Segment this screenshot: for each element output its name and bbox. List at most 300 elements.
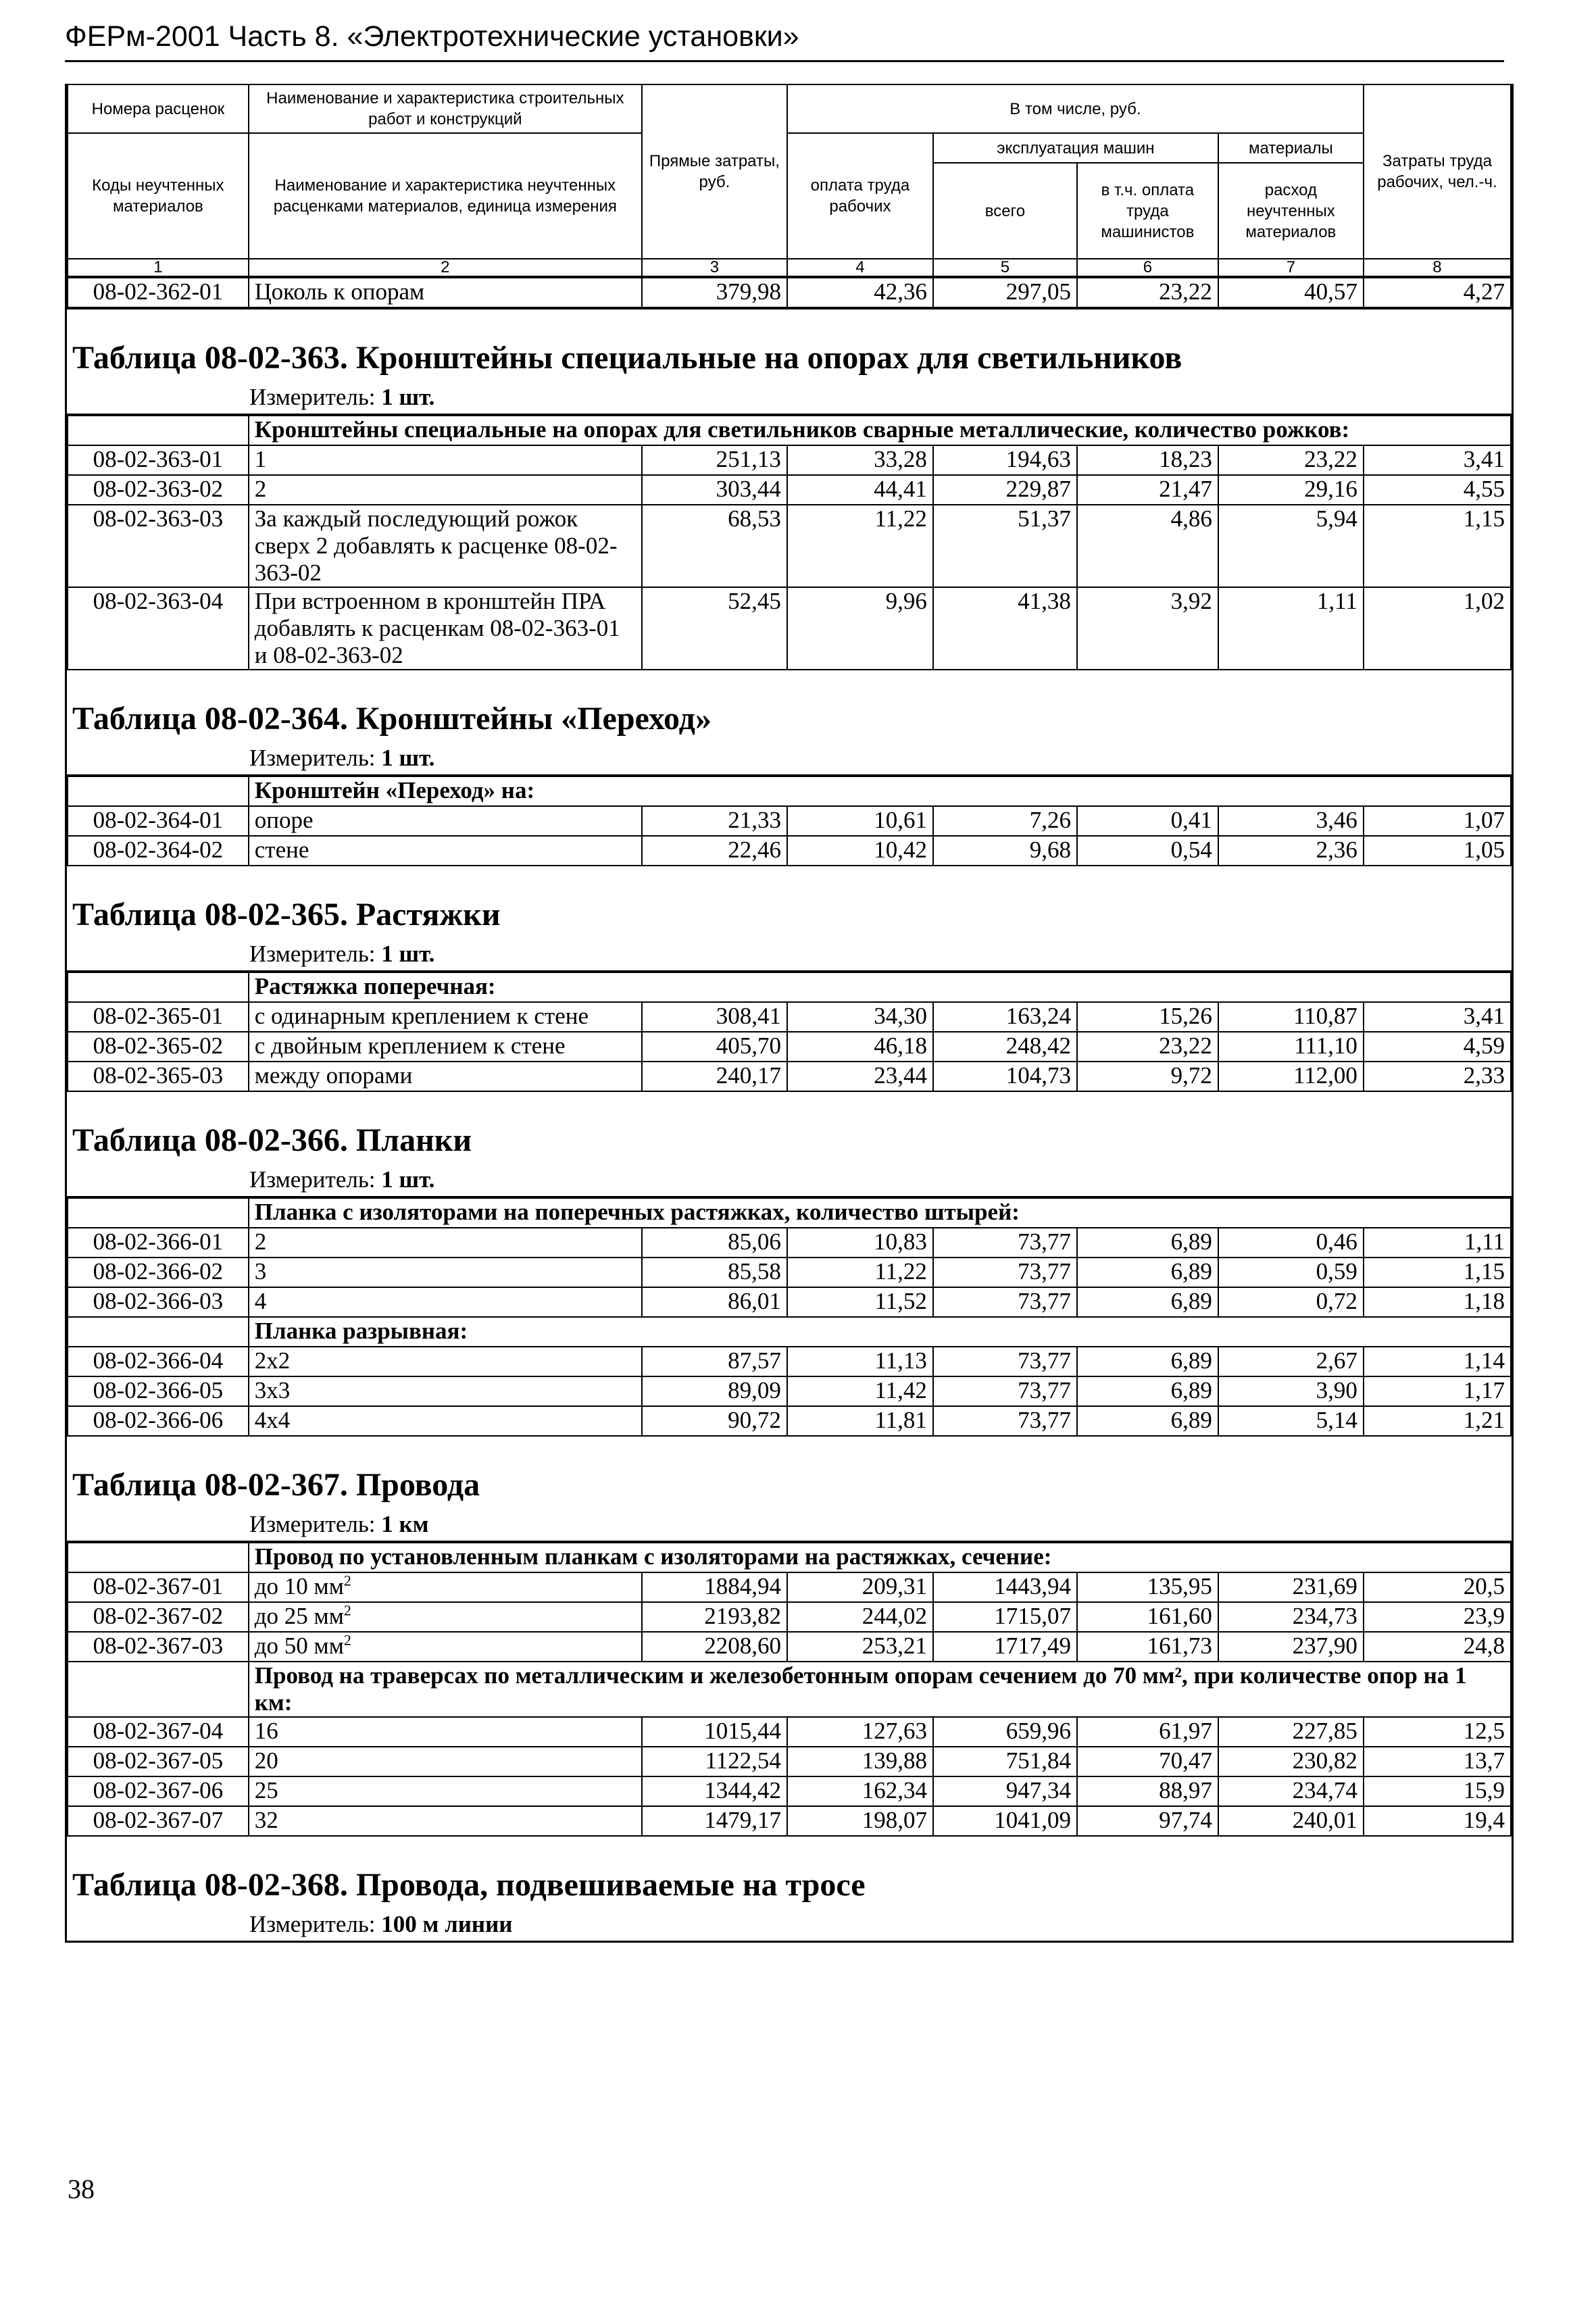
rate-name	[249, 1002, 642, 1032]
rate-value: 73,77	[933, 1376, 1077, 1406]
rate-value: 23,44	[787, 1062, 933, 1091]
rate-value: 751,84	[933, 1747, 1077, 1776]
rate-name-text: При встроенном в кронштейн ПРА добавлять к расценкам 08-02-363-01 и 08-02-363-02	[254, 588, 620, 668]
rate-value: 127,63	[787, 1717, 933, 1747]
rate-name-text: 2	[254, 1228, 267, 1255]
rate-value: 6,89	[1077, 1406, 1218, 1436]
rate-value: 73,77	[933, 1228, 1077, 1258]
measure-line	[67, 1911, 1512, 1941]
rate-name	[249, 475, 642, 505]
rate-value: 111,10	[1218, 1032, 1364, 1062]
measure-label: Измеритель:	[249, 941, 376, 967]
rate-value: 2,67	[1218, 1347, 1364, 1376]
rate-name-text: 1	[254, 446, 267, 472]
rate-name	[249, 1572, 642, 1602]
rate-value: 2208,60	[642, 1632, 787, 1662]
rate-value: 139,88	[787, 1747, 933, 1776]
rate-value: 230,82	[1218, 1747, 1364, 1776]
rate-value: 40,57	[1218, 278, 1364, 307]
page-header: ФЕРм-2001 Часть 8. «Электротехнические установки»	[65, 20, 1504, 62]
table-row	[68, 587, 1511, 670]
table-row	[68, 1572, 1511, 1602]
rate-value: 11,81	[787, 1406, 933, 1436]
rate-name	[249, 1747, 642, 1776]
rate-value: 1,15	[1364, 1258, 1511, 1287]
rate-value: 21,33	[642, 806, 787, 836]
rate-value: 2193,82	[642, 1602, 787, 1632]
col-machines-total-header: всего	[933, 163, 1077, 259]
rate-value: 0,41	[1077, 806, 1218, 836]
table-title: Таблица 08-02-368. Провода, подвешиваемые на тросе	[72, 1867, 866, 1903]
rate-value: 5,14	[1218, 1406, 1364, 1436]
rate-value: 231,69	[1218, 1572, 1364, 1602]
measure-value: 1 шт.	[381, 941, 435, 967]
rate-value: 52,45	[642, 587, 787, 670]
table-title: Таблица 08-02-365. Растяжки	[72, 897, 501, 932]
table-title: Таблица 08-02-367. Провода	[72, 1467, 480, 1503]
rate-name-text: 25	[254, 1777, 278, 1803]
rate-value: 237,90	[1218, 1632, 1364, 1662]
rate-value: 253,21	[787, 1632, 933, 1662]
rate-value: 4,59	[1364, 1032, 1511, 1062]
rate-value: 73,77	[933, 1287, 1077, 1317]
rate-value: 21,47	[1077, 475, 1218, 505]
rate-code: 08-02-363-01	[68, 445, 249, 475]
rate-name	[249, 587, 642, 670]
table-row	[68, 505, 1511, 587]
rates-table	[67, 1197, 1512, 1437]
section-title: Планка разрывная:	[249, 1317, 1511, 1347]
col-materials-header: материалы	[1218, 133, 1364, 163]
rate-value: 19,4	[1364, 1806, 1511, 1836]
rate-value: 13,7	[1364, 1747, 1511, 1776]
rate-value: 308,41	[642, 1002, 787, 1032]
rate-value: 1,18	[1364, 1287, 1511, 1317]
rate-value: 3,92	[1077, 587, 1218, 670]
rate-value: 11,52	[787, 1287, 933, 1317]
rate-name-text: 32	[254, 1807, 278, 1833]
rate-value: 33,28	[787, 445, 933, 475]
rate-name	[249, 806, 642, 836]
section-spacer	[68, 1317, 249, 1347]
rate-value: 90,72	[642, 1406, 787, 1436]
rate-table-block	[67, 866, 1512, 1092]
table-row	[68, 1347, 1511, 1376]
rate-value: 44,41	[787, 475, 933, 505]
section-row	[68, 776, 1511, 806]
column-number: 5	[933, 259, 1077, 276]
rate-value: 51,37	[933, 505, 1077, 587]
rate-name	[249, 1347, 642, 1376]
rate-value: 162,34	[787, 1776, 933, 1806]
rate-value: 1015,44	[642, 1717, 787, 1747]
rate-value: 34,30	[787, 1002, 933, 1032]
rate-name-text: 3х3	[254, 1377, 291, 1403]
measure-value: 1 шт.	[381, 745, 435, 771]
rate-code: 08-02-365-03	[68, 1062, 249, 1091]
rate-name	[249, 1776, 642, 1806]
rate-value: 379,98	[642, 278, 787, 307]
rate-value: 248,42	[933, 1032, 1077, 1062]
table-title: Таблица 08-02-363. Кронштейны специальные на опорах для светильников	[67, 308, 1512, 384]
rate-value: 3,41	[1364, 445, 1511, 475]
rate-value: 4,86	[1077, 505, 1218, 587]
table-row	[68, 1062, 1511, 1091]
rate-code: 08-02-363-03	[68, 505, 249, 587]
rate-value: 234,74	[1218, 1776, 1364, 1806]
rate-value: 88,97	[1077, 1776, 1218, 1806]
table-row	[68, 1806, 1511, 1836]
table-row	[68, 1228, 1511, 1258]
rate-value: 9,72	[1077, 1062, 1218, 1091]
rate-value: 41,38	[933, 587, 1077, 670]
rate-code: 08-02-364-02	[68, 836, 249, 866]
rate-value: 23,22	[1218, 445, 1364, 475]
rate-name	[249, 1806, 642, 1836]
rate-name-text: стене	[254, 837, 309, 863]
column-number: 1	[68, 259, 249, 276]
column-number: 6	[1077, 259, 1218, 276]
rate-value: 9,96	[787, 587, 933, 670]
col-operators-wages-header: в т.ч. оплата труда машинистов	[1077, 163, 1218, 259]
page-number: 38	[68, 2174, 95, 2204]
table-row	[68, 1747, 1511, 1776]
rate-value: 24,8	[1364, 1632, 1511, 1662]
table-row	[68, 1258, 1511, 1287]
col-labor-hours-header: Затраты труда рабочих, чел.-ч.	[1364, 84, 1511, 259]
rate-value: 87,57	[642, 1347, 787, 1376]
table-row	[68, 1602, 1511, 1632]
rate-value: 110,87	[1218, 1002, 1364, 1032]
rate-value: 23,9	[1364, 1602, 1511, 1632]
rate-name	[249, 1228, 642, 1258]
col-machines-header: эксплуатация машин	[933, 133, 1218, 163]
section-title: Провод по установленным планкам с изоляторами на растяжках, сечение:	[249, 1543, 1511, 1572]
rate-name-text: 16	[254, 1718, 278, 1744]
rate-value: 297,05	[933, 278, 1077, 307]
rate-code: 08-02-364-01	[68, 806, 249, 836]
rates-table	[67, 972, 1512, 1092]
rate-name	[249, 1032, 642, 1062]
rate-code: 08-02-365-01	[68, 1002, 249, 1032]
table-row	[68, 1632, 1511, 1662]
section-spacer	[68, 416, 249, 445]
rate-code: 08-02-366-03	[68, 1287, 249, 1317]
rate-value: 86,01	[642, 1287, 787, 1317]
measure-value: 100 м линии	[381, 1911, 513, 1937]
rate-code: 08-02-367-06	[68, 1776, 249, 1806]
rate-value: 73,77	[933, 1347, 1077, 1376]
rate-name-text: с одинарным креплением к стене	[254, 1003, 589, 1029]
rate-name	[249, 1258, 642, 1287]
rate-code: 08-02-367-02	[68, 1602, 249, 1632]
rate-value: 3,46	[1218, 806, 1364, 836]
section-title: Растяжка поперечная:	[249, 972, 1511, 1002]
rate-name	[249, 836, 642, 866]
rate-value: 198,07	[787, 1806, 933, 1836]
section-spacer	[68, 1543, 249, 1572]
rate-code: 08-02-365-02	[68, 1032, 249, 1062]
measure-line	[67, 941, 1512, 972]
rate-value: 1,02	[1364, 587, 1511, 670]
rate-value: 1,11	[1364, 1228, 1511, 1258]
rate-value: 209,31	[787, 1572, 933, 1602]
rate-value: 659,96	[933, 1717, 1077, 1747]
rate-value: 7,26	[933, 806, 1077, 836]
section-row	[68, 972, 1511, 1002]
rate-value: 251,13	[642, 445, 787, 475]
rate-value: 3,41	[1364, 1002, 1511, 1032]
rate-value: 18,23	[1077, 445, 1218, 475]
table-row	[68, 1376, 1511, 1406]
table-title: Таблица 08-02-364. Кронштейны «Переход»	[72, 701, 712, 737]
rate-value: 112,00	[1218, 1062, 1364, 1091]
rate-code: 08-02-366-01	[68, 1228, 249, 1258]
rate-value: 11,22	[787, 505, 933, 587]
rate-value: 1,11	[1218, 587, 1364, 670]
rate-value: 3,90	[1218, 1376, 1364, 1406]
rate-value: 194,63	[933, 445, 1077, 475]
rate-name-text: с двойным креплением к стене	[254, 1032, 566, 1059]
rate-value: 6,89	[1077, 1347, 1218, 1376]
rate-value: 29,16	[1218, 475, 1364, 505]
rate-value: 15,26	[1077, 1002, 1218, 1032]
rate-value: 229,87	[933, 475, 1077, 505]
rate-name-text: до 25 мм	[254, 1603, 344, 1629]
rate-value: 303,44	[642, 475, 787, 505]
rate-name-text: 3	[254, 1258, 267, 1285]
rate-name-text: до 50 мм	[254, 1633, 344, 1659]
rate-value: 2,36	[1218, 836, 1364, 866]
rate-value: 1443,94	[933, 1572, 1077, 1602]
table-row	[68, 1002, 1511, 1032]
section-row	[68, 1662, 1511, 1717]
superscript: 2	[343, 1572, 351, 1589]
rate-value: 22,46	[642, 836, 787, 866]
rate-value: 61,97	[1077, 1717, 1218, 1747]
rate-value: 1717,49	[933, 1632, 1077, 1662]
rate-name	[249, 1287, 642, 1317]
column-number: 2	[249, 259, 642, 276]
rate-value: 11,22	[787, 1258, 933, 1287]
rate-value: 1884,94	[642, 1572, 787, 1602]
rate-value: 104,73	[933, 1062, 1077, 1091]
rates-table	[67, 1542, 1512, 1837]
rate-table-block	[67, 1837, 1512, 1941]
col-material-code-header: Коды неучтенных материалов	[68, 133, 249, 259]
measure-line	[67, 1166, 1512, 1197]
rate-value: 1,17	[1364, 1376, 1511, 1406]
section-title: Кронштейн «Переход» на:	[249, 776, 1511, 806]
rate-name	[249, 1062, 642, 1091]
superscript: 2	[343, 1631, 351, 1649]
column-numbers-row	[68, 259, 1511, 276]
rate-code: 08-02-367-07	[68, 1806, 249, 1836]
column-number: 4	[787, 259, 933, 276]
table-row	[68, 1287, 1511, 1317]
rate-value: 97,74	[1077, 1806, 1218, 1836]
measure-line	[67, 384, 1512, 415]
col-direct-costs-header: Прямые затраты, руб.	[642, 84, 787, 259]
rate-value: 9,68	[933, 836, 1077, 866]
rate-value: 85,58	[642, 1258, 787, 1287]
section-row	[68, 1317, 1511, 1347]
rate-value: 240,17	[642, 1062, 787, 1091]
rate-value: 0,46	[1218, 1228, 1364, 1258]
rate-value: 234,73	[1218, 1602, 1364, 1632]
rate-value: 1,21	[1364, 1406, 1511, 1436]
rate-value: 5,94	[1218, 505, 1364, 587]
rate-value: 0,54	[1077, 836, 1218, 866]
rate-value: 1,15	[1364, 505, 1511, 587]
measure-value: 1 шт.	[381, 1166, 435, 1193]
rate-name-text: между опорами	[254, 1062, 413, 1089]
table-row	[68, 278, 1511, 307]
rate-name	[249, 505, 642, 587]
superscript: 2	[343, 1601, 351, 1619]
table-row	[68, 1032, 1511, 1062]
section-spacer	[68, 972, 249, 1002]
rate-name-text: до 10 мм	[254, 1573, 344, 1599]
section-row	[68, 1198, 1511, 1228]
rate-value: 1715,07	[933, 1602, 1077, 1632]
measure-value: 1 км	[381, 1511, 429, 1537]
section-row	[68, 416, 1511, 445]
section-spacer	[68, 776, 249, 806]
rate-value: 15,9	[1364, 1776, 1511, 1806]
rate-code: 08-02-362-01	[68, 278, 249, 307]
rate-value: 0,59	[1218, 1258, 1364, 1287]
rate-name-text: 4	[254, 1288, 267, 1314]
rate-value: 10,42	[787, 836, 933, 866]
rate-value: 1,14	[1364, 1347, 1511, 1376]
measure-label: Измеритель:	[249, 1166, 376, 1193]
table-row	[68, 806, 1511, 836]
rate-name	[249, 445, 642, 475]
measure-label: Измеритель:	[249, 1511, 376, 1537]
rate-table-block	[67, 1437, 1512, 1837]
col-name-header: Наименование и характеристика строительных работ и конструкций	[249, 84, 642, 133]
rate-name-text: 2	[254, 476, 267, 502]
rate-code: 08-02-366-02	[68, 1258, 249, 1287]
rate-name	[249, 1717, 642, 1747]
table-row	[68, 1717, 1511, 1747]
rate-code: 08-02-367-01	[68, 1572, 249, 1602]
rate-value: 947,34	[933, 1776, 1077, 1806]
rate-value: 11,42	[787, 1376, 933, 1406]
rate-value: 161,60	[1077, 1602, 1218, 1632]
rate-value: 4,55	[1364, 475, 1511, 505]
rate-value: 10,61	[787, 806, 933, 836]
measure-value: 1 шт.	[381, 384, 435, 410]
col-wages-header: оплата труда рабочих	[787, 133, 933, 259]
rate-value: 70,47	[1077, 1747, 1218, 1776]
section-row	[68, 1543, 1511, 1572]
rate-name	[249, 1632, 642, 1662]
measure-label: Измеритель:	[249, 745, 376, 771]
col-including-header: В том числе, руб.	[787, 84, 1364, 133]
rate-value: 23,22	[1077, 278, 1218, 307]
rate-name-text: За каждый последующий рожок сверх 2 добавлять к расценке 08-02-363-02	[254, 505, 618, 586]
rate-code: 08-02-366-06	[68, 1406, 249, 1436]
rate-value: 20,5	[1364, 1572, 1511, 1602]
rate-value: 68,53	[642, 505, 787, 587]
column-header-table	[67, 84, 1512, 277]
rates-table	[67, 277, 1512, 308]
rate-value: 6,89	[1077, 1287, 1218, 1317]
rate-value: 163,24	[933, 1002, 1077, 1032]
section-title: Кронштейны специальные на опорах для светильников сварные металлические, количество рожков:	[249, 416, 1511, 445]
rate-value: 42,36	[787, 278, 933, 307]
rate-value: 1479,17	[642, 1806, 787, 1836]
table-row	[68, 475, 1511, 505]
rate-value: 1,07	[1364, 806, 1511, 836]
rate-value: 240,01	[1218, 1806, 1364, 1836]
rate-value: 73,77	[933, 1406, 1077, 1436]
rate-value: 161,73	[1077, 1632, 1218, 1662]
rate-name	[249, 1376, 642, 1406]
rate-code: 08-02-363-02	[68, 475, 249, 505]
rate-code: 08-02-366-04	[68, 1347, 249, 1376]
rate-name	[249, 278, 642, 307]
rate-table-block	[67, 670, 1512, 866]
rate-value: 73,77	[933, 1258, 1077, 1287]
rate-value: 227,85	[1218, 1717, 1364, 1747]
section-spacer	[68, 1198, 249, 1228]
rate-value: 11,13	[787, 1347, 933, 1376]
section-title: Провод на траверсах по металлическим и железобетонным опорам сечением до 70 мм², при количестве опор на 1 км:	[249, 1662, 1511, 1717]
measure-line	[67, 1511, 1512, 1542]
rate-value: 4,27	[1364, 278, 1511, 307]
rate-value: 6,89	[1077, 1228, 1218, 1258]
measure-label: Измеритель:	[249, 1911, 376, 1937]
rate-name-text: Цоколь к опорам	[254, 278, 425, 305]
rate-value: 0,72	[1218, 1287, 1364, 1317]
rate-value: 89,09	[642, 1376, 787, 1406]
rates-table	[67, 415, 1512, 670]
table-row	[68, 1406, 1511, 1436]
rate-code: 08-02-366-05	[68, 1376, 249, 1406]
rate-value: 10,83	[787, 1228, 933, 1258]
section-title: Планка с изоляторами на поперечных растяжках, количество штырей:	[249, 1198, 1511, 1228]
rate-name-text: 2х2	[254, 1347, 291, 1374]
rate-value: 23,22	[1077, 1032, 1218, 1062]
rate-value: 405,70	[642, 1032, 787, 1062]
rate-value: 1344,42	[642, 1776, 787, 1806]
measure-line	[67, 745, 1512, 776]
table-title: Таблица 08-02-366. Планки	[72, 1122, 472, 1158]
rate-value: 85,06	[642, 1228, 787, 1258]
measure-label: Измеритель:	[249, 384, 376, 410]
rates-table	[67, 776, 1512, 866]
rate-name	[249, 1602, 642, 1632]
rate-value: 6,89	[1077, 1258, 1218, 1287]
col-code-header: Номера расценок	[68, 84, 249, 133]
table-row	[68, 445, 1511, 475]
rate-table-block	[67, 1092, 1512, 1437]
column-number: 7	[1218, 259, 1364, 276]
rate-value: 1041,09	[933, 1806, 1077, 1836]
rate-value: 1122,54	[642, 1747, 787, 1776]
rate-value: 244,02	[787, 1602, 933, 1632]
col-material-name-header: Наименование и характеристика неучтенных расценками материалов, единица измерения	[249, 133, 642, 259]
rate-value: 6,89	[1077, 1376, 1218, 1406]
rate-value: 12,5	[1364, 1717, 1511, 1747]
column-number: 8	[1364, 259, 1511, 276]
section-spacer	[68, 1662, 249, 1717]
column-number: 3	[642, 259, 787, 276]
rate-value: 2,33	[1364, 1062, 1511, 1091]
